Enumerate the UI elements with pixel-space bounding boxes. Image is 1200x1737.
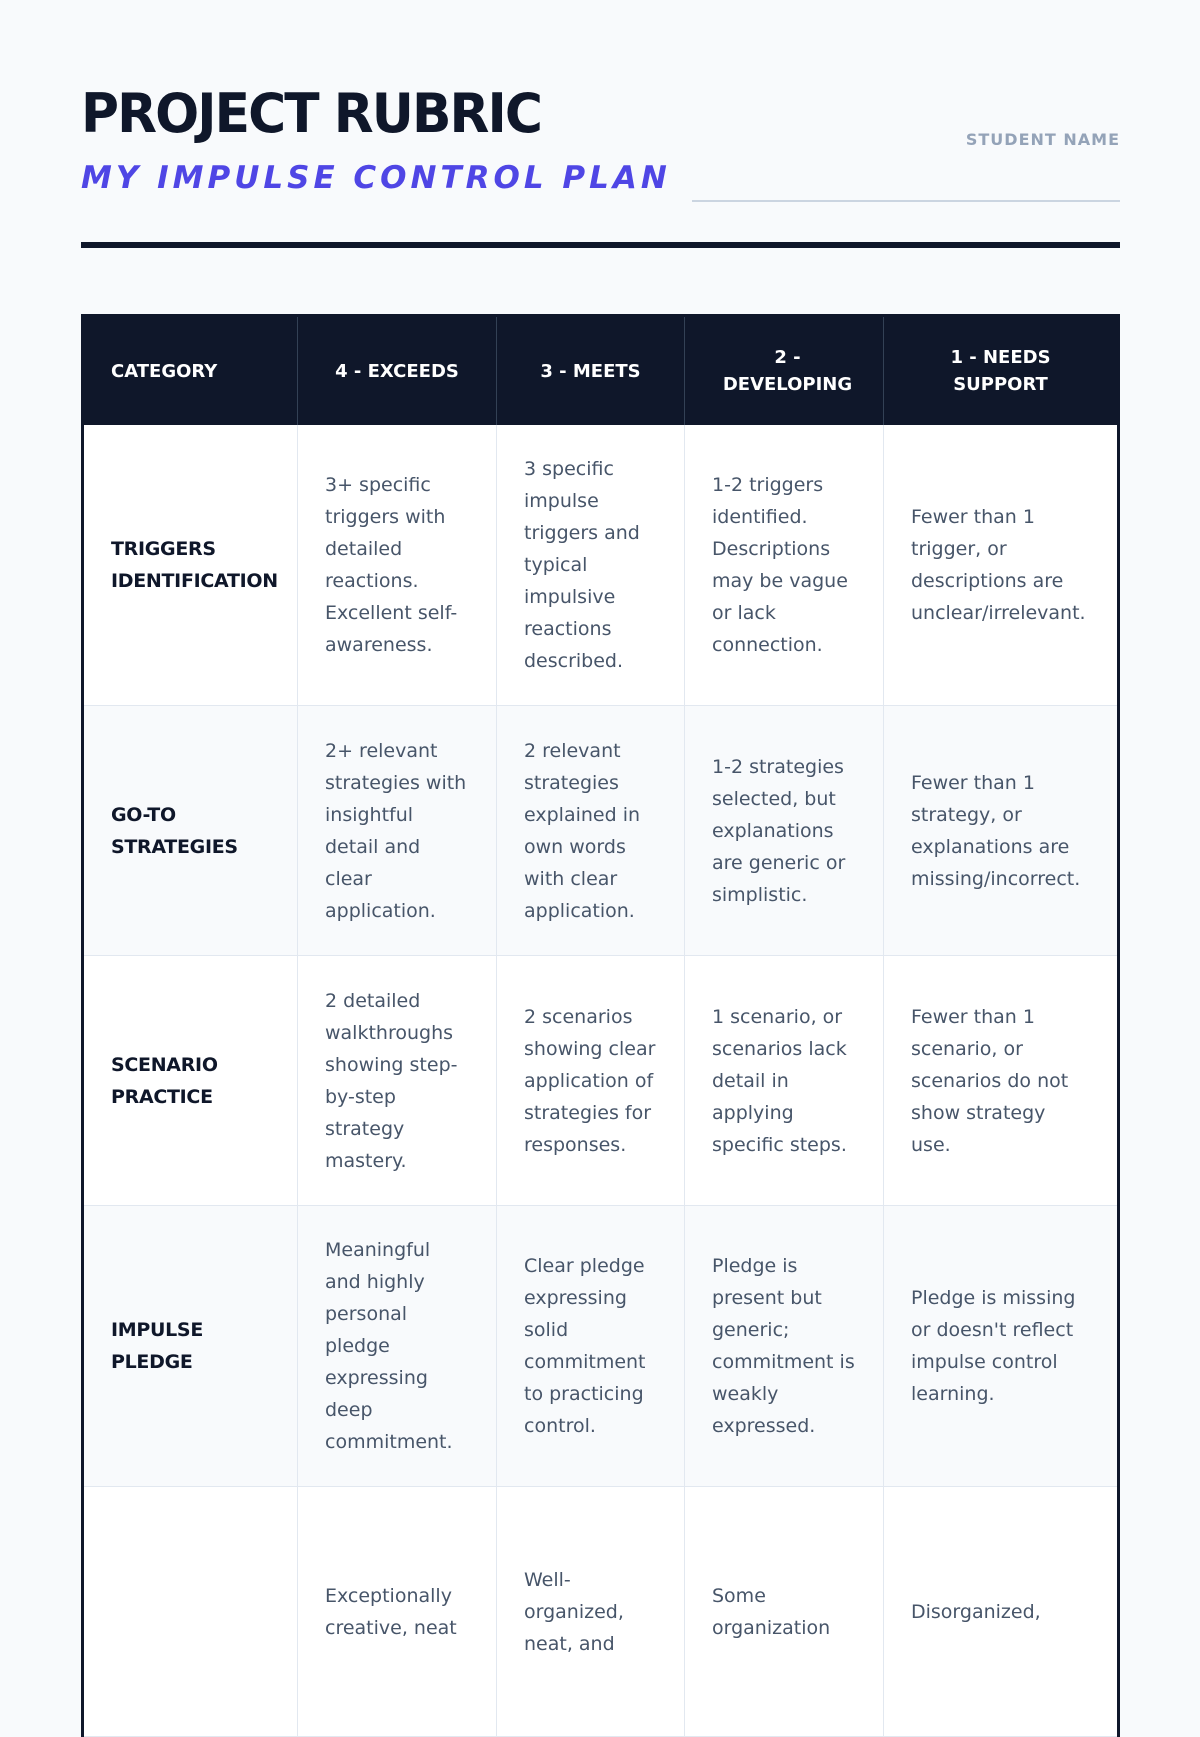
cell-meets: 2 relevant strategies explained in own words with clear application.: [497, 706, 685, 955]
cell-needs-support: Fewer than 1 scenario, or scenarios do not show strategy use.: [884, 956, 1117, 1205]
cell-needs-support: Pledge is missing or doesn't reflect impulse control learning.: [884, 1206, 1117, 1486]
row-category: [84, 1487, 298, 1736]
cell-exceeds: 2 detailed walkthroughs showing step-by-step strategy mastery.: [298, 956, 497, 1205]
column-header-meets: 3 - MEETS: [497, 317, 685, 425]
cell-meets: Clear pledge expressing solid commitment to practicing control.: [497, 1206, 685, 1486]
cell-exceeds: 2+ relevant strategies with insightful detail and clear application.: [298, 706, 497, 955]
table-row: [84, 956, 1117, 1206]
cell-developing: Pledge is present but generic; commitment is weakly expressed.: [685, 1206, 884, 1486]
row-category: GO-TO STRATEGIES: [84, 706, 298, 955]
cell-meets: 3 specific impulse triggers and typical impulsive reactions described.: [497, 425, 685, 705]
cell-meets: Well-organized, neat, and: [497, 1487, 685, 1736]
cell-needs-support: Fewer than 1 strategy, or explanations are missing/incorrect.: [884, 706, 1117, 955]
cell-exceeds: Exceptionally creative, neat: [298, 1487, 497, 1736]
table-header-row: [84, 317, 1117, 425]
student-name-field[interactable]: [692, 130, 1120, 202]
row-category: IMPULSE PLEDGE: [84, 1206, 298, 1486]
table-row: [84, 1206, 1117, 1487]
column-header-exceeds: 4 - EXCEEDS: [298, 317, 497, 425]
cell-meets: 2 scenarios showing clear application of strategies for responses.: [497, 956, 685, 1205]
rubric-table: [81, 314, 1120, 1737]
table-row: [84, 706, 1117, 956]
page-subtitle: MY IMPULSE CONTROL PLAN: [81, 160, 671, 196]
student-name-label: STUDENT NAME: [965, 130, 1120, 149]
column-header-category: CATEGORY: [84, 317, 298, 425]
cell-developing: Some organization: [685, 1487, 884, 1736]
cell-developing: 1-2 strategies selected, but explanations are generic or simplistic.: [685, 706, 884, 955]
cell-needs-support: Fewer than 1 trigger, or descriptions are unclear/irrelevant.: [884, 425, 1117, 705]
cell-needs-support: Disorganized,: [884, 1487, 1117, 1736]
cell-exceeds: 3+ specific triggers with detailed reactions. Excellent self-awareness.: [298, 425, 497, 705]
table-row: [84, 425, 1117, 706]
column-header-developing: 2 - DEVELOPING: [685, 317, 884, 425]
page-header: [81, 78, 1120, 248]
column-header-needs-support: 1 - NEEDS SUPPORT: [884, 317, 1117, 425]
cell-exceeds: Meaningful and highly personal pledge expressing deep commitment.: [298, 1206, 497, 1486]
cell-developing: 1-2 triggers identified. Descriptions may be vague or lack connection.: [685, 425, 884, 705]
page-title: PROJECT RUBRIC: [81, 82, 542, 145]
cell-developing: 1 scenario, or scenarios lack detail in applying specific steps.: [685, 956, 884, 1205]
table-row: [84, 1487, 1117, 1737]
row-category: TRIGGERS IDENTIFICATION: [84, 425, 298, 705]
row-category: SCENARIO PRACTICE: [84, 956, 298, 1205]
